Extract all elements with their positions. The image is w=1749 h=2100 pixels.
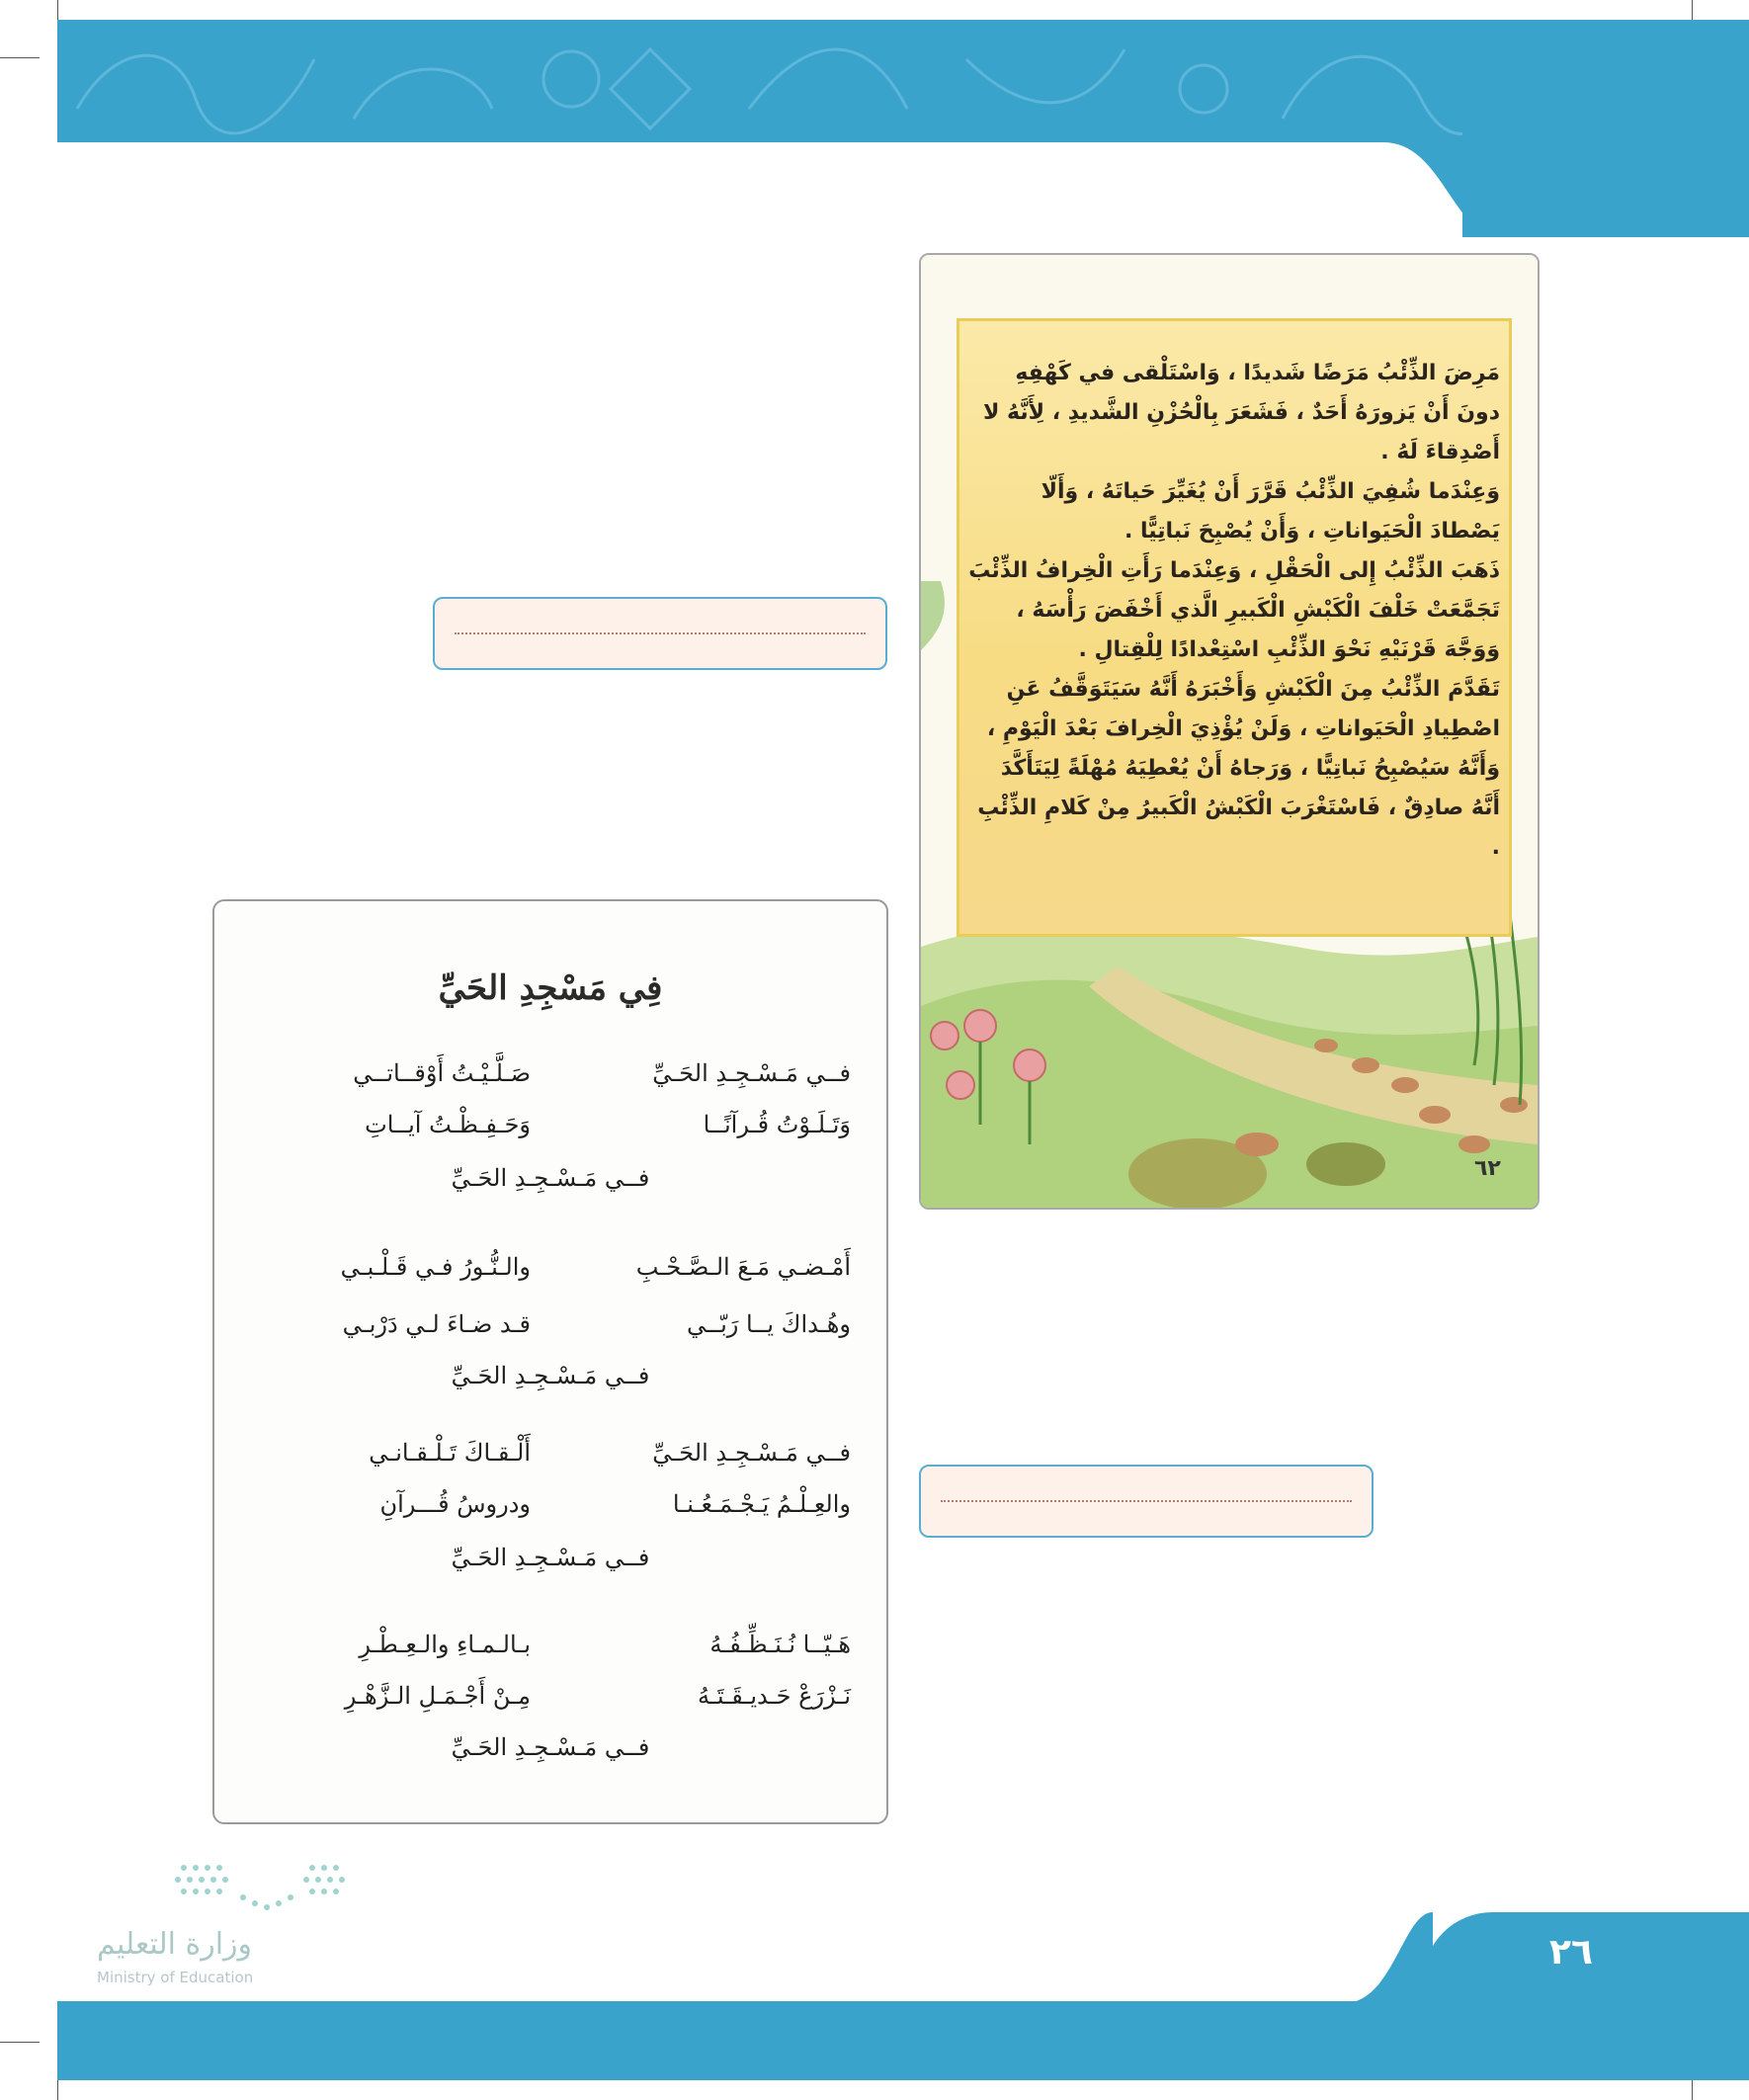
poem-chorus: فــي مَـسْـجِـدِ الحَـيِّ bbox=[451, 1733, 650, 1761]
header-band-curve bbox=[1383, 138, 1502, 237]
answer-dotted-line bbox=[941, 1500, 1352, 1502]
footer-band-curve bbox=[1344, 1912, 1433, 2003]
crop-mark bbox=[0, 57, 40, 58]
story-paragraph: مَرِضَ الذِّئْبُ مَرَضًا شَديدًا ، وَاسْتَلْقى في كَهْفِهِ دونَ أَنْ يَزورَهُ أَحَدٌ ، فَشَعَرَ بِالْحُزْنِ الشَّديدِ ، لِأَنَّهُ لا أَصْدِقاءَ لَهُ . bbox=[983, 361, 1500, 464]
poem-title: فِي مَسْجِدِ الحَيِّ bbox=[438, 968, 663, 1008]
ministry-name-arabic: وزارة التعليم bbox=[97, 1927, 253, 1962]
poem-verse: أَلْـقـاكَ تَـلْـقـانـي bbox=[369, 1439, 531, 1467]
poem-verse: وَحَـفِـظْـتُ آيــاتِ bbox=[365, 1111, 531, 1138]
story-illustration bbox=[919, 253, 1540, 1210]
poem-verse: هَـيّــا نُـنَـظِّـفُـهُ bbox=[709, 1631, 851, 1658]
poem-panel bbox=[212, 899, 888, 1824]
header-band-tail bbox=[1462, 20, 1749, 237]
poem-verse: فــي مَـسْـجِـدِ الحَـيِّ bbox=[652, 1059, 851, 1087]
answer-field-bottom[interactable] bbox=[919, 1465, 1374, 1538]
crop-mark bbox=[0, 2042, 40, 2043]
poem-verse: قـد ضـاءَ لـي دَرْبـي bbox=[342, 1310, 531, 1338]
poem-verse: ودروسُ قُـــرآنِ bbox=[379, 1490, 531, 1518]
poem-verse: أَمْـضـي مَـعَ الـصَّـحْـبِ bbox=[635, 1253, 851, 1281]
poem-chorus: فــي مَـسْـجِـدِ الحَـيِّ bbox=[451, 1544, 650, 1571]
poem-chorus: فــي مَـسْـجِـدِ الحَـيِّ bbox=[451, 1362, 650, 1389]
story-paragraph: تَقَدَّمَ الذِّئْبُ مِنَ الْكَبْشِ وَأَخْبَرَهُ أَنَّهُ سَيَتَوَقَّفُ عَنِ اصْطِيادِ الْحَيَواناتِ ، وَلَنْ يُؤْذِيَ الْخِرافَ بَعْدَ الْيَوْمِ ، وَأَنَّهُ سَيُصْبِحُ نَباتِيًّا ، وَرَجاهُ أَنْ يُعْطِيَهُ مُهْلَةً لِيَتَأَكَّدَ أَنَّهُ صادِقٌ ، فَاسْتَغْرَبَ الْكَبْشُ الْكَبيرُ مِنْ كَلامِ الذِّئْبِ . bbox=[977, 677, 1500, 860]
poem-verse: فــي مَـسْـجِـدِ الحَـيِّ bbox=[652, 1439, 851, 1467]
footer-band bbox=[57, 2001, 1749, 2080]
poem-verse: نَـزْرَعْ حَـديـقَـتَـهُ bbox=[698, 1682, 851, 1710]
poem-verse: وهُـداكَ يــا رَبّــي bbox=[687, 1310, 851, 1338]
poem-verse: بـالـمـاءِ والـعِـطْـرِ bbox=[359, 1631, 531, 1658]
ministry-name-english: Ministry of Education bbox=[97, 1969, 254, 1986]
story-text bbox=[966, 354, 1500, 868]
poem-verse: مِـنْ أَجْـمَـلِ الـزَّهْـرِ bbox=[344, 1682, 531, 1710]
page-number: ٢٦ bbox=[1549, 1932, 1593, 1973]
poem-verse: والعِـلْـمُ يَـجْـمَـعُـنـا bbox=[672, 1490, 851, 1518]
story-paragraph: ذَهَبَ الذِّئْبُ إِلى الْحَقْلِ ، وَعِنْدَما رَأَتِ الْخِرافُ الذِّئْبَ تَجَمَّعَتْ خَلْفَ الْكَبْشِ الْكَبيرِ الَّذي أَخْفَضَ رَأْسَهُ ، وَوَجَّهَ قَرْنَيْهِ نَحْوَ الذِّئْبِ اسْتِعْدادًا لِلْقِتالِ . bbox=[968, 558, 1500, 662]
poem-verse: صَـلَّـيْـتُ أَوْقــاتــي bbox=[353, 1059, 531, 1087]
answer-dotted-line bbox=[455, 632, 866, 634]
poem-chorus: فــي مَـسْـجِـدِ الحَـيِّ bbox=[451, 1164, 650, 1192]
answer-field-top[interactable] bbox=[433, 597, 887, 670]
poem-verse: والـنُّـورُ فـي قَـلْـبـي bbox=[340, 1253, 531, 1281]
poem-verse: وَتَـلَـوْتُ قُـرآنًــا bbox=[703, 1111, 851, 1138]
story-paragraph: وَعِنْدَما شُفِيَ الذِّئْبُ قَرَّرَ أَنْ يُغَيِّرَ حَياتَهُ ، وَأَلّا يَصْطادَ الْحَيَواناتِ ، وَأَنْ يُصْبِحَ نَباتِيًّا . bbox=[1041, 479, 1500, 544]
story-page-number: ٦٢ bbox=[1474, 1156, 1501, 1181]
header-band-edge bbox=[57, 138, 1401, 142]
